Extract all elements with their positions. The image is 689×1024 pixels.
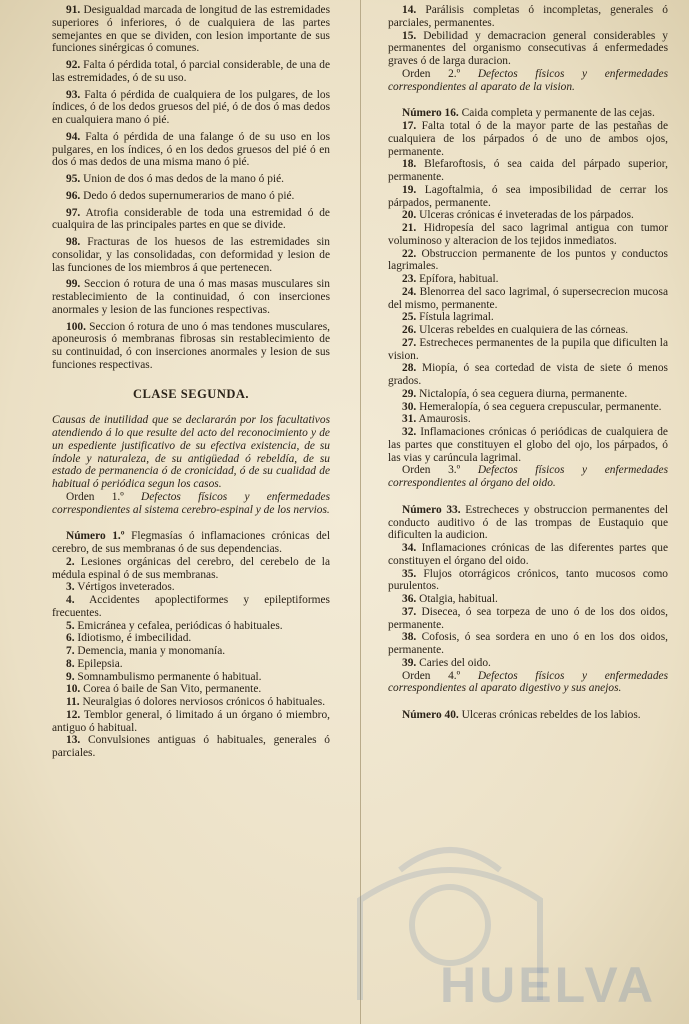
item-number: 97.: [66, 206, 81, 219]
item-number: 39.: [402, 656, 417, 669]
item-number: 2.: [66, 555, 75, 568]
item-text: Ulceras crónicas é inveteradas de los párpados.: [416, 209, 634, 222]
item-text: Convulsiones antiguas ó habituales, generales ó parciales.: [52, 734, 330, 759]
item-text: Somnambulismo permanente ó habitual.: [74, 670, 262, 683]
list-item: [52, 632, 330, 645]
list-item: [388, 337, 668, 363]
item-text: Hidropesía del saco lagrimal antigua con tumor voluminoso y alteracion de los tejidos inmediatos.: [388, 222, 668, 247]
list-item: [52, 321, 330, 372]
item-number: 15.: [402, 29, 417, 42]
item-text: Falta ó pérdida total, ó parcial considerable, de una de las estremidades, ó de su uso.: [52, 59, 330, 84]
list-item: [388, 209, 668, 222]
item-text: Seccion ó rotura de una ó mas masas musculares sin restablecimiento de la continuidad, ó con inserciones anormales y lesion de las funciones respectivas.: [52, 278, 330, 316]
item-number: 95.: [66, 173, 81, 185]
item-text: Temblor general, ó limitado á un órgano ó miembro, antiguo ó habitual.: [52, 708, 330, 734]
item-number: Número 1.º: [66, 530, 125, 543]
item-text: Obstruccion permanente de los puntos y conductos lagrimales.: [388, 247, 668, 273]
right-items-c: [388, 504, 668, 670]
orden-3-title: Defectos físicos y enfermedades correspondientes al órgano del oido.: [388, 464, 669, 489]
list-item: [388, 657, 668, 670]
right-items-d: [388, 709, 668, 722]
list-item: [388, 593, 668, 606]
item-text: Desigualdad marcada de longitud de las estremidades superiores ó inferiores, ó de cualquiera de las partes semejantes en que se dividen, con lesion importante de sus funciones sinérgicas ó comunes.: [52, 4, 330, 55]
list-item: [52, 173, 330, 186]
item-number: 96.: [66, 189, 81, 202]
item-number: Número 16.: [402, 107, 459, 120]
column-divider: [360, 0, 361, 1024]
item-number: 8.: [66, 657, 75, 670]
section-heading: CLASE SEGUNDA.: [132, 386, 250, 401]
item-text: Nictalopía, ó sea ceguera diurna, permanente.: [416, 387, 628, 400]
list-item: [52, 530, 330, 556]
item-number: 30.: [402, 400, 417, 413]
orden-2-label: Orden 2.º: [402, 67, 461, 80]
item-number: 5.: [66, 619, 75, 632]
list-item: [52, 131, 330, 169]
item-text: Inflamaciones crónicas ó periódicas de cualquiera de las partes que constituyen el globo del ojo, los párpados, ó las vias y carúncula lagrimal.: [388, 426, 668, 464]
left-column: [52, 4, 330, 760]
list-item: [388, 311, 668, 324]
item-number: 23.: [402, 273, 417, 285]
item-text: Otalgia, habitual.: [416, 593, 498, 605]
item-text: Falta total ó de la mayor parte de las pestañas de cualquiera de los párpados ó de uno de ambos ojos, permanente.: [388, 120, 668, 158]
item-text: Cofosis, ó sea sordera en uno ó en los dos oidos, permanente.: [388, 631, 668, 656]
item-text: Caida completa y permanente de las cejas.: [458, 107, 655, 120]
right-items-a: [388, 4, 668, 68]
item-text: Parálisis completas ó incompletas, generales ó parciales, permanentes.: [388, 4, 668, 29]
item-number: 93.: [66, 88, 81, 101]
list-item: [52, 734, 330, 760]
list-item: [52, 89, 330, 127]
orden-3: [388, 464, 668, 490]
item-text: Lagoftalmia, ó sea imposibilidad de cerrar los párpados, permanente.: [388, 183, 668, 209]
item-text: Neuralgias ó dolores nerviosos crónicos ó habituales.: [79, 696, 326, 708]
item-text: Falta ó pérdida de una falange ó de su uso en los pulgares, en los índices, ó en los dedos gruesos del pié ó en dos ó mas dedos de una misma mano ó pié.: [52, 130, 330, 169]
item-text: Inflamaciones crónicas de las diferentes partes que constituyen el órgano del oido.: [388, 542, 668, 567]
item-text: Dedo ó dedos supernumerarios de mano ó pié.: [80, 189, 295, 202]
item-number: 98.: [66, 236, 81, 248]
list-item: [388, 401, 668, 414]
list-item: [388, 362, 668, 388]
item-number: 37.: [402, 605, 417, 618]
orden-4-label: Orden 4.º: [402, 669, 461, 682]
list-item: [388, 248, 668, 274]
list-item: [388, 120, 668, 158]
item-text: Atrofia considerable de toda una estremidad ó de cualquira de las principales partes en que se divide.: [52, 206, 330, 232]
list-item: [388, 388, 668, 401]
item-number: Número 33.: [402, 503, 461, 516]
item-text: Debilidad y demacracion general considerables y permanentes del organismo consecutivas á enfermedades graves ó de larga duracion.: [388, 29, 668, 67]
item-text: Estrecheces permanentes de la pupila que dificulten la vision.: [388, 336, 668, 362]
item-number: 26.: [402, 324, 417, 336]
list-item: [52, 581, 330, 594]
orden-1-label: Orden 1.º: [66, 490, 124, 503]
item-number: 9.: [66, 670, 75, 683]
item-number: 25.: [402, 311, 417, 324]
item-number: 19.: [402, 183, 417, 196]
item-number: 100.: [66, 320, 86, 333]
item-number: 24.: [402, 285, 417, 298]
item-text: Amaurosis.: [416, 413, 471, 426]
item-number: 92.: [66, 59, 81, 71]
list-item: [52, 645, 330, 658]
orden-2-title: Defectos físicos y enfermedades correspondientes al aparato de la vision.: [388, 67, 669, 93]
item-number: 4.: [66, 594, 75, 606]
item-number: 99.: [66, 278, 81, 291]
item-text: Miopía, ó sea cortedad de vista de siete ó menos grados.: [388, 362, 668, 387]
item-text: Blenorrea del saco lagrimal, ó supersecrecion mucosa del mismo, permanente.: [388, 285, 668, 311]
orden-2: [388, 68, 668, 94]
list-item: [388, 184, 668, 210]
item-text: Epífora, habitual.: [416, 273, 499, 285]
item-number: 35.: [402, 567, 417, 580]
item-number: 13.: [66, 734, 81, 747]
item-text: Caries del oido.: [416, 656, 491, 669]
item-text: Flegmasías ó inflamaciones crónicas del cerebro, de sus membranas ó de sus dependencias.: [52, 530, 330, 555]
item-number: 34.: [402, 542, 417, 554]
list-item: [388, 158, 668, 184]
list-item: [388, 631, 668, 657]
item-number: 29.: [402, 387, 417, 400]
item-text: Fracturas de los huesos de las estremidades sin consolidar, y las consolidadas, con deformidad y lesion de las funciones de los miembros á que pertenecen.: [52, 236, 330, 274]
item-number: 12.: [66, 708, 81, 721]
item-text: Flujos otorrágicos crónicos, tanto mucosos como purulentos.: [388, 567, 668, 593]
orden-4-title: Defectos físicos y enfermedades correspondientes al aparato digestivo y sus anejos.: [388, 669, 669, 695]
item-text: Fístula lagrimal.: [416, 311, 494, 324]
item-number: 18.: [402, 158, 417, 171]
orden-4: [388, 670, 668, 696]
list-item: [388, 107, 668, 120]
item-text: Lesiones orgánicas del cerebro, del cerebelo de la médula espinal ó de sus membranas.: [52, 555, 330, 581]
item-number: 31.: [402, 413, 417, 426]
list-item: [52, 278, 330, 316]
item-number: 7.: [66, 645, 75, 657]
left-items-b: [52, 530, 330, 760]
item-text: Emicránea y cefalea, periódicas ó habituales.: [74, 619, 283, 632]
causas-paragraph: Causas de inutilidad que se declararán por los facultativos atendiendo á lo que resulte del acto del reconocimiento y de un espediente justificativo de su efectiva existencia, de su índole y naturaleza, de su antigüedad ó rebeldía, de su estado de permanencia ó de cronicidad, ó de su cualidad de habitual ó periódica segun los casos.: [52, 414, 330, 490]
item-text: Ulceras rebeldes en cualquiera de las córneas.: [416, 324, 629, 336]
item-text: Falta ó pérdida de cualquiera de los pulgares, de los índices, ó de los dedos gruesos del pié, ó de dos ó mas dedos en cualquiera mano ó pié.: [52, 88, 330, 126]
list-item: [388, 542, 668, 568]
list-item: [52, 190, 330, 203]
item-number: 21.: [402, 222, 417, 234]
item-number: Número 40.: [402, 709, 459, 721]
item-number: 6.: [66, 632, 75, 645]
item-text: Union de dos ó mas dedos de la mano ó pié.: [80, 173, 284, 185]
list-item: [388, 286, 668, 312]
watermark-text: HUELVA: [440, 957, 657, 1013]
list-item: [388, 504, 668, 542]
item-text: Disecea, ó sea torpeza de uno ó de los dos oidos, permanente.: [388, 605, 668, 631]
left-items-a: [52, 4, 330, 372]
list-item: [388, 222, 668, 248]
list-item: [388, 709, 668, 722]
list-item: [52, 236, 330, 274]
item-text: Seccion ó rotura de uno ó mas tendones musculares, aponeurosis ó membranas fibrosas sin restablecimiento de su continuidad, ó con inserciones anormales y lesion de sus funciones respectivas.: [52, 320, 330, 371]
list-item: [52, 683, 330, 696]
item-number: 28.: [402, 362, 417, 375]
list-item: [388, 413, 668, 426]
list-item: [388, 4, 668, 30]
item-number: 94.: [66, 130, 81, 143]
item-number: 11.: [66, 696, 80, 708]
orden-1-title: Defectos físicos y enfermedades correspondientes al sistema cerebro-espinal y de los nervios.: [52, 490, 330, 516]
item-number: 32.: [402, 426, 417, 438]
item-text: Vértigos inveterados.: [74, 581, 175, 594]
item-number: 17.: [402, 120, 417, 132]
list-item: [388, 324, 668, 337]
item-text: Blefaroftosis, ó sea caida del párpado superior, permanente.: [388, 158, 668, 183]
item-text: Demencia, mania y monomanía.: [74, 645, 226, 657]
list-item: [52, 594, 330, 620]
item-text: Hemeralopía, ó sea ceguera crepuscular, permanente.: [416, 400, 662, 413]
item-text: Estrecheces y obstruccion permanentes del conducto auditivo ó de las trompas de Eustaquio que dificulten la audicion.: [388, 503, 668, 542]
item-text: Idiotismo, é imbecilidad.: [74, 632, 192, 645]
list-item: [52, 620, 330, 633]
list-item: [52, 709, 330, 735]
item-text: Accidentes apoplectiformes y epileptiformes frecuentes.: [52, 594, 330, 619]
list-item: [52, 556, 330, 582]
list-item: [388, 30, 668, 68]
list-item: [52, 671, 330, 684]
right-items-b: [388, 107, 668, 464]
list-item: [388, 273, 668, 286]
list-item: [52, 658, 330, 671]
list-item: [52, 207, 330, 233]
list-item: [52, 4, 330, 55]
item-number: 22.: [402, 247, 417, 260]
item-number: 38.: [402, 631, 417, 644]
item-number: 91.: [66, 4, 81, 16]
list-item: [52, 59, 330, 85]
item-number: 10.: [66, 683, 81, 696]
item-number: 3.: [66, 581, 75, 594]
item-number: 36.: [402, 593, 417, 605]
item-number: 27.: [402, 336, 417, 349]
item-text: Ulceras crónicas rebeldes de los labios.: [458, 709, 641, 721]
right-column: [388, 4, 668, 722]
item-number: 14.: [402, 4, 417, 16]
item-text: Epilepsia.: [74, 657, 123, 670]
orden-1: [52, 491, 330, 517]
item-text: Corea ó baile de San Vito, permanente.: [80, 683, 262, 696]
orden-3-label: Orden 3.º: [402, 464, 461, 477]
list-item: [388, 568, 668, 594]
list-item: [388, 426, 668, 464]
list-item: [388, 606, 668, 632]
list-item: [52, 696, 330, 709]
item-number: 20.: [402, 209, 417, 222]
